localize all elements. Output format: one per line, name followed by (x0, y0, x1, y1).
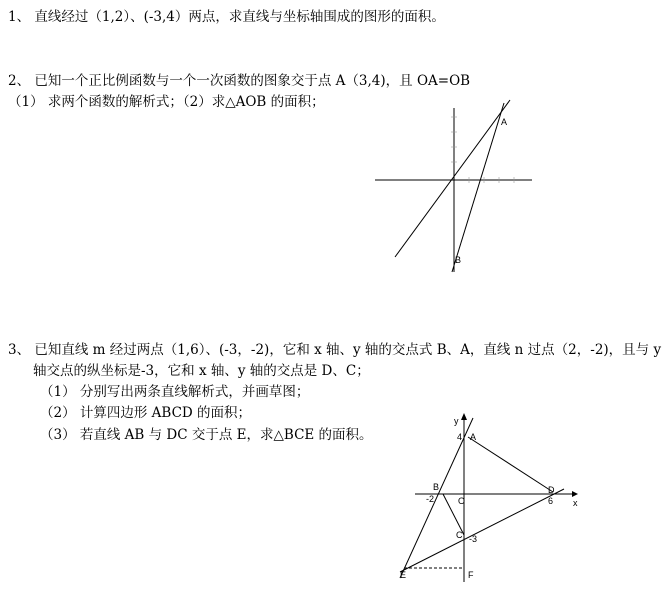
point-b-label: B (433, 482, 440, 492)
problem-2-figure (370, 100, 540, 280)
point-b-label: B (455, 255, 462, 265)
x-axis-label: x (573, 498, 578, 508)
problem-3-sub-2: （2） 计算四边形 ABCD 的面积； (40, 405, 252, 421)
linear-function-line (452, 103, 504, 272)
problem-3-line-2: 轴交点的纵坐标是-3，它和 x 轴、y 轴的交点是 D、C； (33, 363, 370, 379)
point-f-label: F (468, 570, 474, 580)
problem-3-sub-1: （1） 分别写出两条直线解析式，并画草图； (40, 384, 310, 400)
proportional-function-line (395, 100, 510, 257)
y-axis-label: y (454, 416, 459, 426)
problem-3-sub-3: （3） 若直线 AB 与 DC 交于点 E，求△BCE 的面积。 (40, 427, 373, 443)
problem-1-text: 1、 直线经过（1,2）、(-3,4）两点，求直线与坐标轴围成的图形的面积。 (8, 9, 445, 25)
tick-6-label: 6 (548, 496, 554, 506)
point-a-label: A (470, 432, 477, 442)
problem-2-line-1: 2、 已知一个正比例函数与一个一次函数的图象交于点 A（3,4)，且 OA=OB (8, 73, 471, 89)
tick-neg3-label: -3 (469, 534, 478, 544)
point-d-label: D (548, 485, 555, 495)
point-c-label: C (456, 530, 463, 540)
tick-4-label: 4 (457, 432, 463, 442)
line-n (400, 489, 564, 572)
problem-3-line-1: 3、 已知直线 m 经过两点（1,6）、(-3，-2)，它和 x 轴、y 轴的交点式 B、A，直线 n 过点（2，-2)，且与 y (8, 342, 662, 358)
origin-label: O (458, 496, 466, 506)
point-e-label: E (400, 570, 407, 580)
segment-ad (468, 437, 553, 492)
problem-3-figure (380, 410, 590, 595)
tick-neg2-label: -2 (426, 494, 435, 504)
point-a-label: A (501, 117, 508, 127)
problem-2-line-2: （1） 求两个函数的解析式；（2）求△AOB 的面积； (8, 94, 325, 110)
